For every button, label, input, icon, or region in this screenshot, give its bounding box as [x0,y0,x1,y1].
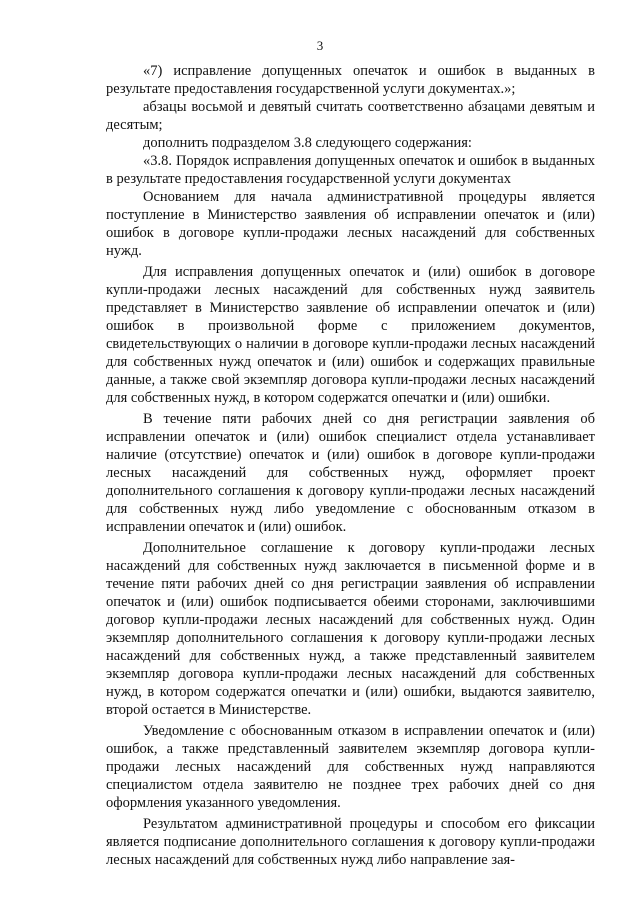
paragraph-application: Для исправления допущенных опечаток и (или) ошибок в договоре купли-продажи лесных насаждений для собственных нужд заявитель представляет в Министерство заявление об исправлении опечаток и (или) ошибок в произвольной форме с приложением документов, свидетельствующих о наличии в договоре купли-продажи лесных насаждений для собственных нужд опечаток и (или) ошибок и содержащих правильные данные, а также свой экземпляр договора купли-продажи лесных насаждений для собственных нужд, в котором содержатся опечатки и (или) ошибки. [106,264,595,406]
paragraph-supplement-intro: дополнить подразделом 3.8 следующего содержания: [143,135,472,151]
paragraph-additional-agreement: Дополнительное соглашение к договору купли-продажи лесных насаждений для собственных нужд заключается в письменной форме и в течение пяти рабочих дней со дня регистрации заявления об исправлении опечаток и (или) ошибок подписывается обеими сторонами, заключившими договор купли-продажи лесных насаждений для собственных нужд. Один экземпляр дополнительного соглашения к договору купли-продажи лесных насаждений для собственных нужд, а также представленный заявителем экземпляр договора купли-продажи лесных насаждений для собственных нужд, в котором содержатся опечатки и (или) ошибки, выдаются заявителю, второй остается в Министерстве. [106,540,595,718]
paragraph-section-heading: «3.8. Порядок исправления допущенных опечаток и ошибок в выданных в результате предоставления государственной услуги документах [106,153,595,187]
page-number: 3 [316,38,324,53]
paragraph-procedure-basis: Основанием для начала административной процедуры является поступление в Министерство заявления об исправлении опечаток и (или) ошибок в договоре купли-продажи лесных насаждений для собственных нужд. [106,189,595,259]
paragraph-review-period: В течение пяти рабочих дней со дня регистрации заявления об исправлении опечаток и (или) ошибок специалист отдела устанавливает наличие (отсутствие) опечаток и (или) ошибок в договоре купли-продажи лесных насаждений для собственных нужд, оформляет проект дополнительного соглашения к договору купли-продажи лесных насаждений для собственных нужд либо уведомление с обоснованным отказом в исправлении опечаток и (или) ошибок. [106,411,595,535]
paragraph-refusal-notice: Уведомление с обоснованным отказом в исправлении опечаток и (или) ошибок, а также представленный заявителем экземпляр договора купли-продажи лесных насаждений для собственных нужд направляются специалистом отдела заявителю не позднее трех рабочих дней со дня оформления указанного уведомления. [106,723,595,811]
paragraph-item-7: «7) исправление допущенных опечаток и ошибок в выданных в результате предоставления государственной услуги документах.»; [106,63,595,97]
document-body [106,62,595,869]
paragraph-renumber-note: абзацы восьмой и девятый считать соответственно абзацами девятым и десятым; [106,99,595,133]
paragraph-procedure-result: Результатом административной процедуры и способом его фиксации является подписание дополнительного соглашения к договору купли-продажи лесных насаждений для собственных нужд либо направление зая- [106,816,595,868]
